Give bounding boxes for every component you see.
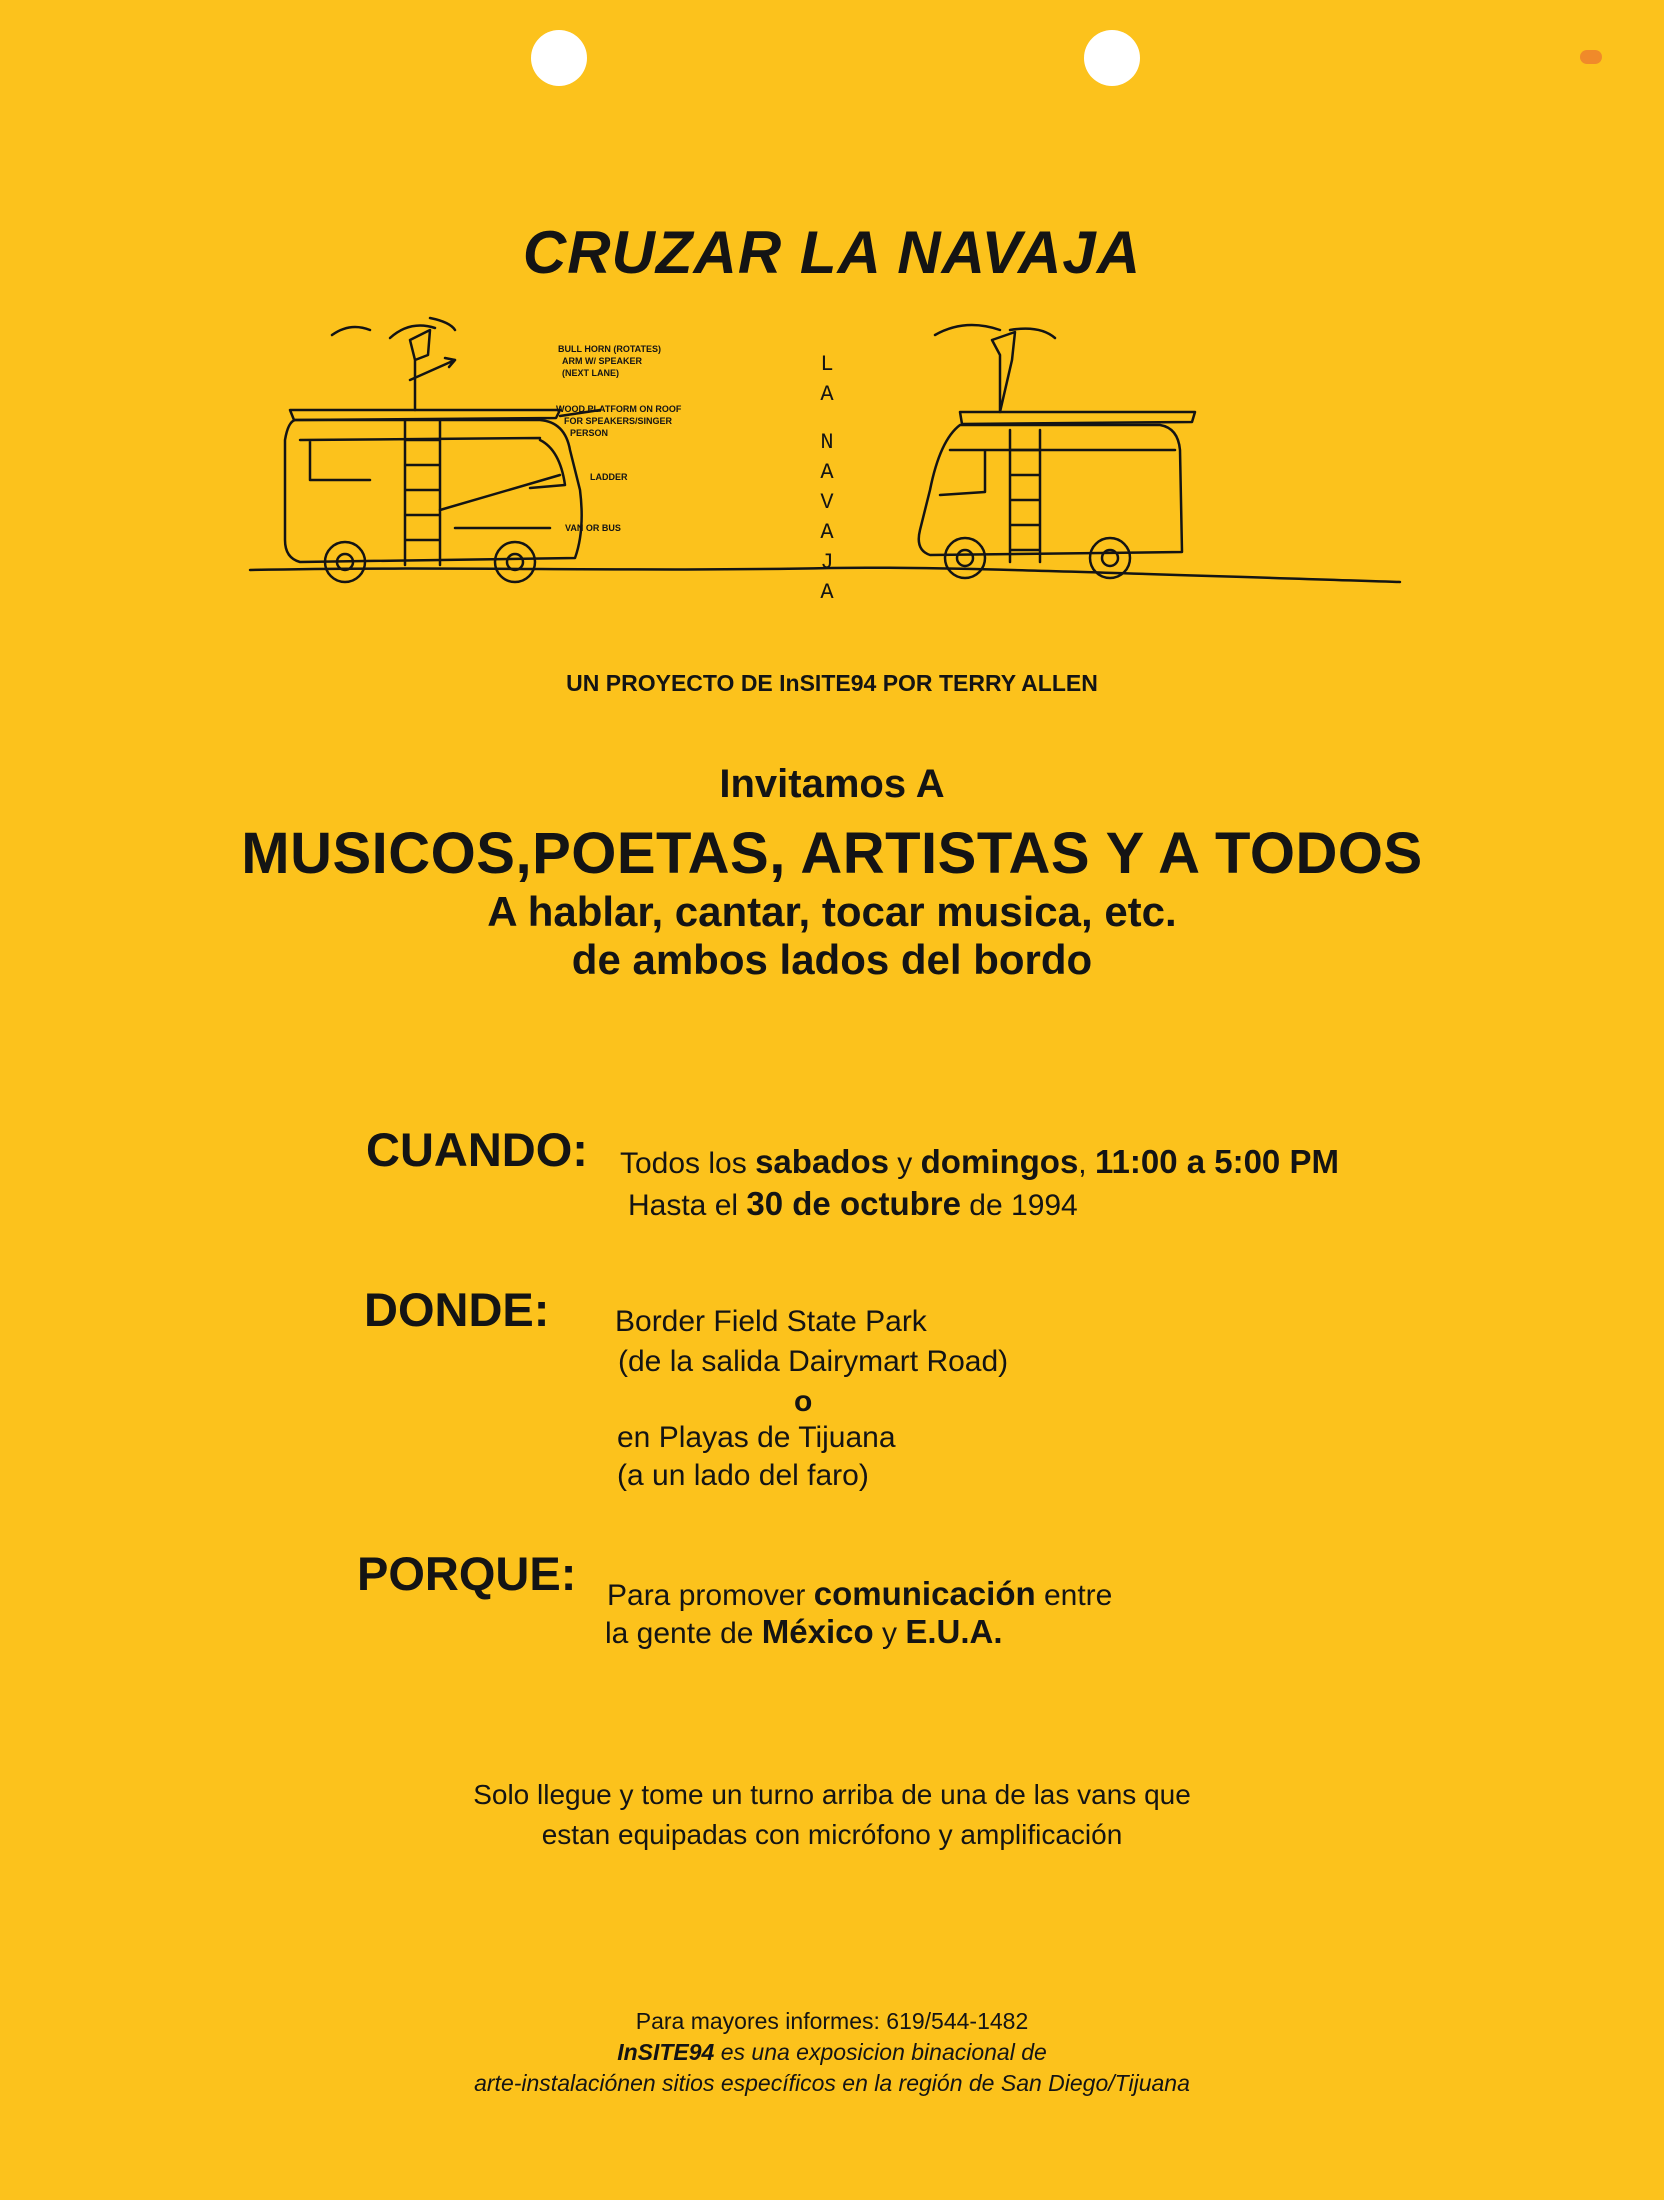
donde-label: DONDE: xyxy=(364,1283,550,1336)
cuando-label: CUANDO: xyxy=(366,1123,588,1176)
closing-text xyxy=(0,1775,1664,1855)
flyer-title: CRUZAR LA NAVAJA xyxy=(522,219,1142,286)
project-credit-line: UN PROYECTO DE InSITE94 POR TERRY ALLEN xyxy=(566,670,1098,696)
sketch-note-8: VAN OR BUS xyxy=(565,523,621,533)
cuando-line-1: Todos los sabados y domingos, 11:00 a 5:00 PM xyxy=(620,1143,1339,1180)
invite-line-4: de ambos lados del bordo xyxy=(571,936,1093,983)
footer-contact: Para mayores informes: 619/544-1482 xyxy=(635,2008,1029,2034)
sketch-note-2: ARM W/ SPEAKER xyxy=(562,356,643,366)
left-van-drawing xyxy=(285,318,600,582)
vertical-letter xyxy=(812,410,842,428)
cuando-line-2: Hasta el 30 de octubre de 1994 xyxy=(628,1185,1078,1222)
footer xyxy=(0,2006,1664,2099)
closing-line-1: Solo llegue y tome un turno arriba de una de las vans que xyxy=(473,1779,1191,1810)
la-navaja-vertical-label xyxy=(812,350,842,608)
sketch-note-6: PERSON xyxy=(570,428,609,438)
invite-line-1: Invitamos A xyxy=(719,762,945,806)
vertical-letter: V xyxy=(820,490,834,515)
artist-name: TERRY ALLEN xyxy=(938,670,1098,696)
vertical-letter: A xyxy=(820,382,834,407)
vertical-letter: J xyxy=(820,550,834,575)
vertical-letter: A xyxy=(820,580,834,605)
vertical-letter: A xyxy=(820,520,834,545)
sketch-note-3: (NEXT LANE) xyxy=(562,368,619,378)
vertical-letter: N xyxy=(820,430,834,455)
right-van-drawing xyxy=(919,325,1195,578)
invite-line-3: A hablar, cantar, tocar musica, etc. xyxy=(487,888,1177,935)
sketch-note-4: WOOD PLATFORM ON ROOF xyxy=(556,404,682,414)
sketch-note-7: LADDER xyxy=(590,472,628,482)
porque-line-2: la gente de México y E.U.A. xyxy=(605,1613,1003,1650)
sketch-note-5: FOR SPEAKERS/SINGER xyxy=(564,416,673,426)
donde-line-1: Border Field State Park xyxy=(615,1305,927,1338)
punch-hole-left xyxy=(531,30,587,86)
insite-name: InSITE94 xyxy=(779,670,877,696)
vertical-letter: L xyxy=(820,352,834,377)
footer-line-3: arte-instalaciónen sitios específicos en la región de San Diego/Tijuana xyxy=(474,2070,1190,2096)
donde-line-2: (de la salida Dairymart Road) xyxy=(618,1345,1009,1378)
vertical-letter: A xyxy=(820,460,834,485)
invite-headline: MUSICOS,POETAS, ARTISTAS Y A TODOS xyxy=(241,821,1423,886)
porque-label: PORQUE: xyxy=(357,1547,577,1600)
donde-line-4: en Playas de Tijuana xyxy=(617,1421,896,1454)
closing-line-2: estan equipadas con micrófono y amplificación xyxy=(541,1819,1123,1850)
punch-hole-right xyxy=(1084,30,1140,86)
footer-line-2: InSITE94 es una exposicion binacional de xyxy=(617,2039,1047,2065)
orange-mark xyxy=(1580,50,1602,64)
donde-line-3: o xyxy=(794,1385,813,1418)
sketch-note-1: BULL HORN (ROTATES) xyxy=(558,344,661,354)
donde-line-5: (a un lado del faro) xyxy=(617,1459,869,1492)
porque-line-1: Para promover comunicación entre xyxy=(607,1575,1113,1612)
